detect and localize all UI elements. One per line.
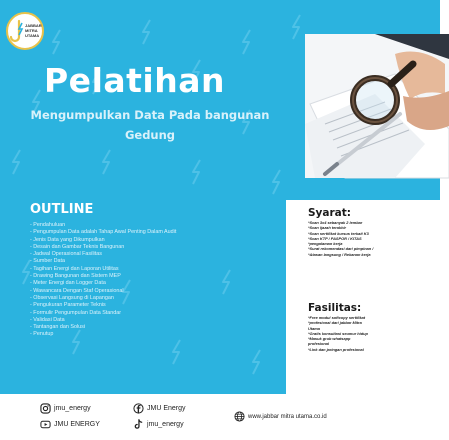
instagram-handle: jmu_energy bbox=[54, 405, 91, 412]
fasilitas-item: *profesional dari jabbar Mitra bbox=[308, 320, 362, 326]
outline-item: - Desain dan Gambar Teknis Bangunan bbox=[30, 243, 125, 250]
tiktok-icon bbox=[133, 419, 144, 430]
outline-item: - Validasi Data bbox=[30, 316, 65, 323]
outline-item: - Tagihan Energi dan Laporan Utilitas bbox=[30, 265, 119, 272]
facebook-contact[interactable] bbox=[133, 403, 186, 414]
instagram-icon bbox=[40, 403, 51, 414]
syarat-item: *pengalaman kerja bbox=[308, 241, 343, 247]
youtube-icon bbox=[40, 419, 51, 430]
outline-item: - Pengumpulan Data adalah Tahap Awal Penting Dalam Audit bbox=[30, 229, 177, 236]
fasilitas-item: Utama bbox=[308, 325, 320, 331]
syarat-item: *Scan 3x4 sebanyak 2 lembar bbox=[308, 220, 363, 225]
fasilitas-heading: Fasilitas: bbox=[308, 302, 362, 314]
instagram-contact[interactable] bbox=[40, 403, 91, 414]
outline-list bbox=[30, 222, 176, 339]
youtube-contact[interactable] bbox=[40, 419, 100, 430]
outline-item: - Tantangan dan Solusi bbox=[30, 324, 86, 331]
fasilitas-item: profesional bbox=[308, 341, 329, 347]
logo-text-line-2: MITRA bbox=[25, 28, 38, 33]
syarat-list bbox=[308, 220, 436, 257]
fasilitas-item: *Gratis konsultasi seumur hidup bbox=[308, 330, 368, 336]
page-subtitle bbox=[0, 105, 300, 145]
subtitle-line-2: Gedung bbox=[124, 128, 176, 142]
syarat-item: *Scan ijazah terakhir bbox=[308, 225, 347, 231]
syarat-item: *Atasan langsung / Rekanan kerja bbox=[308, 251, 371, 257]
syarat-item: *Scan sertifikat kursus terkait K3 bbox=[308, 230, 369, 236]
tiktok-handle: jmu_energy bbox=[147, 421, 184, 428]
contact-footer bbox=[0, 394, 440, 440]
outline-item: - Jadwal Operasional Fasilitas bbox=[30, 251, 102, 258]
outline-item: - Pengukuran Parameter Teknis bbox=[30, 302, 106, 309]
syarat-section bbox=[308, 207, 436, 257]
outline-item: - Meter Energi dan Logger Data bbox=[30, 280, 106, 287]
syarat-item: *Scan KTP / PASPOR / KITAS bbox=[308, 235, 362, 241]
subtitle-line-1: Mengumpulkan Data Pada bangunan bbox=[30, 108, 270, 122]
facebook-icon bbox=[133, 403, 144, 414]
outline-item: - Penutup bbox=[30, 331, 54, 338]
youtube-handle: JMU ENERGY bbox=[54, 421, 100, 428]
outline-item: - Wawancara Dengan Staf Operasional bbox=[30, 287, 124, 294]
syarat-item: *Surat rekomendasi dari pimpinan / bbox=[308, 246, 374, 252]
tiktok-contact[interactable] bbox=[133, 419, 184, 430]
company-logo bbox=[6, 12, 44, 50]
globe-icon bbox=[234, 411, 245, 422]
syarat-heading: Syarat: bbox=[308, 207, 351, 219]
outline-item: - Observasi Langsung di Lapangan bbox=[30, 294, 114, 301]
website-contact[interactable] bbox=[234, 411, 327, 422]
outline-item: - Formulir Pengumpulan Data Standar bbox=[30, 309, 122, 316]
outline-item: - Pendahuluan bbox=[30, 222, 66, 228]
outline-item: - Sumber Data bbox=[30, 258, 66, 265]
fasilitas-list bbox=[308, 315, 436, 352]
logo-mark-icon bbox=[10, 16, 40, 46]
magnifier-on-documents-illustration bbox=[305, 34, 449, 178]
facebook-handle: JMU Energy bbox=[147, 405, 186, 412]
outline-heading: OUTLINE bbox=[30, 202, 94, 217]
fasilitas-section bbox=[308, 302, 436, 352]
outline-item: - Drawing Bangunan dan Sistem MEP bbox=[30, 273, 121, 280]
outline-item: - Jenis Data yang Dikumpulkan bbox=[30, 236, 105, 243]
website-url: www.jabbar mitra utama.co.id bbox=[248, 413, 327, 420]
logo-text-line-1: JABBAR bbox=[25, 23, 42, 28]
fasilitas-item: *Link dan jaringan profesional bbox=[308, 346, 364, 352]
fasilitas-item: *Masuk grub whatsapp bbox=[308, 336, 351, 342]
logo-text-line-3: UTAMA bbox=[25, 33, 40, 38]
fasilitas-item: *Free modul softcopy sertifikat bbox=[308, 315, 366, 320]
page-title: Pelatihan bbox=[44, 61, 225, 100]
hero-photo bbox=[305, 34, 449, 178]
